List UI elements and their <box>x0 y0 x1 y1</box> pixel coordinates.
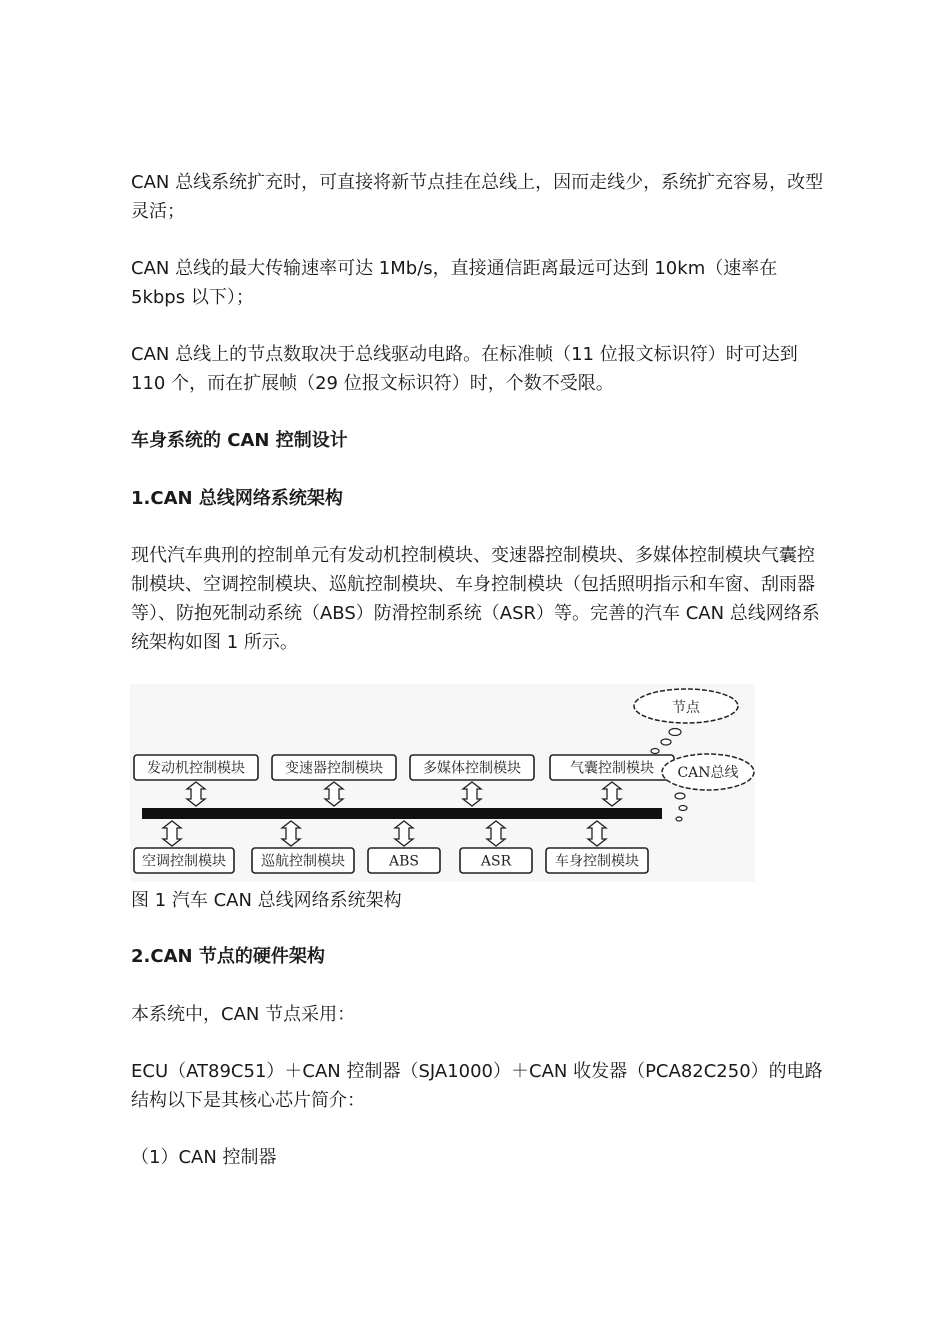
cloud-can-bus-label: CAN总线 <box>677 765 739 781</box>
bottom-module-box-1 <box>252 848 354 873</box>
paragraph-node-adoption: 本系统中，CAN 节点采用： <box>131 1004 356 1025</box>
top-module-box-3 <box>550 755 674 780</box>
paragraph-expansion: CAN 总线系统扩充时，可直接将新节点挂在总线上，因而走线少，系统扩充容易，改型灵活； <box>131 172 824 222</box>
top-module-box-0-label: 发动机控制模块 <box>147 760 245 777</box>
top-module-box-3-label: 气囊控制模块 <box>570 760 654 777</box>
cloud-can-bus <box>662 754 754 790</box>
bottom-module-box-1-label: 巡航控制模块 <box>261 853 345 870</box>
bottom-module-box-0-label: 空调控制模块 <box>142 853 226 870</box>
top-module-box-2-label: 多媒体控制模块 <box>423 760 521 777</box>
paragraph-circuit-structure: ECU（AT89C51）＋CAN 控制器（SJA1000）＋CAN 收发器（PCA82C250）的电路结构以下是其核心芯片简介： <box>131 1061 823 1111</box>
top-module-box-0 <box>134 755 258 780</box>
can-bus-line <box>142 808 662 819</box>
top-module-box-1 <box>272 755 396 780</box>
top-module-box-2 <box>410 755 534 780</box>
section-heading: 车身系统的 CAN 控制设计 <box>131 430 348 451</box>
cloud-node-label: 节点 <box>672 700 700 716</box>
paragraph-control-units: 现代汽车典刑的控制单元有发动机控制模块、变速器控制模块、多媒体控制模块气囊控制模块、空调控制模块、巡航控制模块、车身控制模块（包括照明指示和车窗、刮雨器等）、防抱死制动系统（ABS）防滑控制系统（ASR）等。完善的汽车 CAN 总线网络系统架构如图 1 所示。 <box>131 545 820 653</box>
bottom-module-box-2-label: ABS <box>389 853 419 870</box>
list-item-can-controller: （1）CAN 控制器 <box>131 1147 277 1168</box>
can-bus-architecture-figure <box>130 684 755 882</box>
figure-caption: 图 1 汽车 CAN 总线网络系统架构 <box>131 890 402 911</box>
paragraph-transfer-rate: CAN 总线的最大传输速率可达 1Mb/s，直接通信距离最远可达到 10km（速率在 5kbps 以下）； <box>131 258 778 308</box>
subsection-heading-hardware: 2.CAN 节点的硬件架构 <box>131 946 325 967</box>
bottom-module-box-4-label: 车身控制模块 <box>555 853 639 870</box>
bottom-module-box-2 <box>368 848 440 873</box>
paragraph-node-count: CAN 总线上的节点数取决于总线驱动电路。在标准帧（11 位报文标识符）时可达到 110 个，而在扩展帧（29 位报文标识符）时，个数不受限。 <box>131 344 798 394</box>
bottom-module-box-4 <box>546 848 648 873</box>
bottom-module-box-3-label: ASR <box>480 853 512 870</box>
bottom-module-box-0 <box>134 848 234 873</box>
top-module-box-1-label: 变速器控制模块 <box>285 760 383 777</box>
subsection-heading-architecture: 1.CAN 总线网络系统架构 <box>131 488 343 509</box>
cloud-node <box>634 689 738 723</box>
bottom-module-box-3 <box>460 848 532 873</box>
